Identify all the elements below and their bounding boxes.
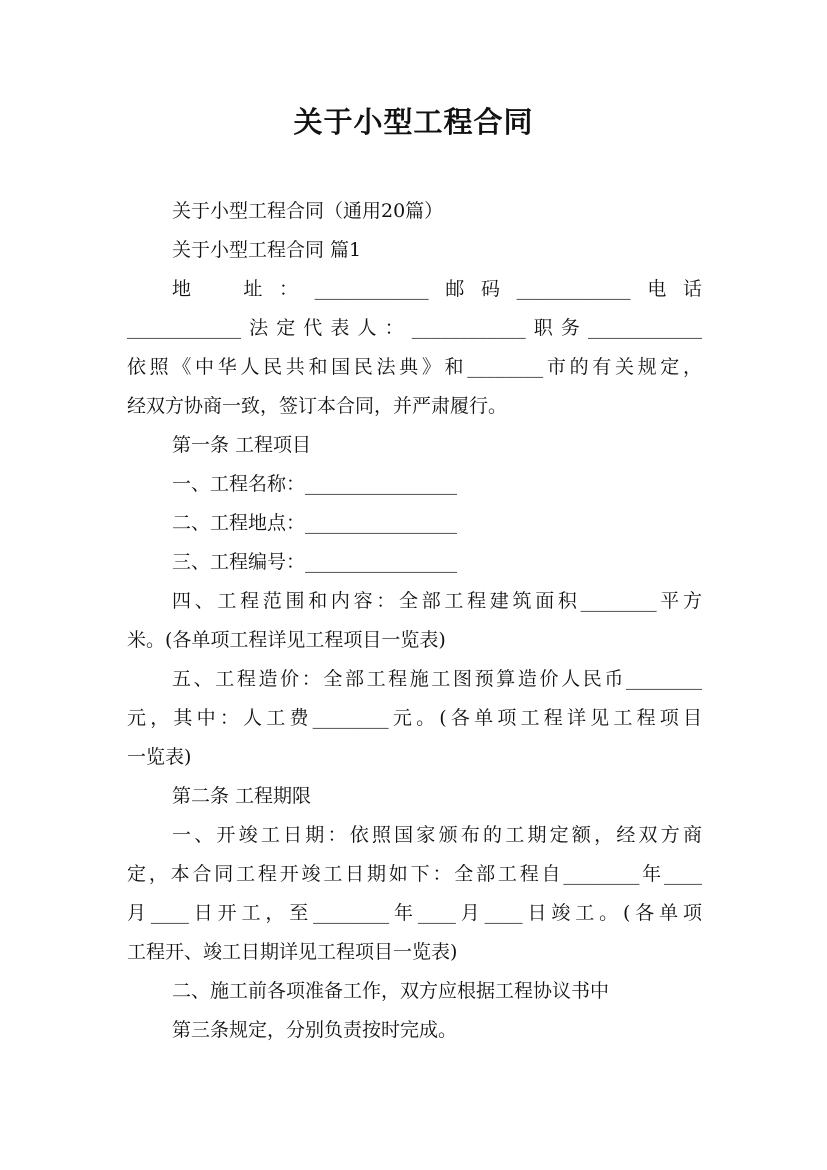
paragraph-line: 一、开竣工日期：依照国家颁布的工期定额，经双方商 xyxy=(172,824,702,846)
section-heading: 关于小型工程合同 篇1 xyxy=(172,239,362,261)
project-number-line: 三、工程编号：________________ xyxy=(172,551,458,573)
representative-line: ____________法定代表人：____________职务____________ xyxy=(127,317,702,339)
paragraph-line: 依照《中华人民共和国民法典》和________市的有关规定， xyxy=(127,356,702,378)
address-line: 地 址：____________邮码____________电话 xyxy=(172,278,702,300)
paragraph-line: 定，本合同工程开竣工日期如下：全部工程自________年____ xyxy=(127,863,702,885)
subtitle-line: 关于小型工程合同（通用20篇） xyxy=(172,200,444,222)
document-title: 关于小型工程合同 xyxy=(293,105,534,139)
article-heading: 第一条 工程项目 xyxy=(172,434,312,456)
paragraph-line: 经双方协商一致，签订本合同，并严肃履行。 xyxy=(127,395,508,417)
paragraph-line: 月____日开工，至________年____月____日竣工。(各单项 xyxy=(127,902,702,924)
article-heading: 第二条 工程期限 xyxy=(172,785,312,807)
paragraph-line: 四、工程范围和内容：全部工程建筑面积________平方 xyxy=(172,590,702,612)
paragraph-line: 米。(各单项工程详见工程项目一览表) xyxy=(127,629,446,651)
paragraph-line: 第三条规定，分别负责按时完成。 xyxy=(172,1019,458,1041)
project-location-line: 二、工程地点：________________ xyxy=(172,512,458,534)
project-name-line: 一、工程名称：________________ xyxy=(172,473,458,495)
paragraph-line: 工程开、竣工日期详见工程项目一览表) xyxy=(127,941,458,963)
paragraph-line: 二、施工前各项准备工作，双方应根据工程协议书中 xyxy=(172,980,610,1002)
paragraph-line: 五、工程造价：全部工程施工图预算造价人民币________ xyxy=(172,668,702,690)
paragraph-line: 一览表) xyxy=(127,746,192,768)
paragraph-line: 元，其中：人工费________元。(各单项工程详见工程项目 xyxy=(127,707,702,729)
